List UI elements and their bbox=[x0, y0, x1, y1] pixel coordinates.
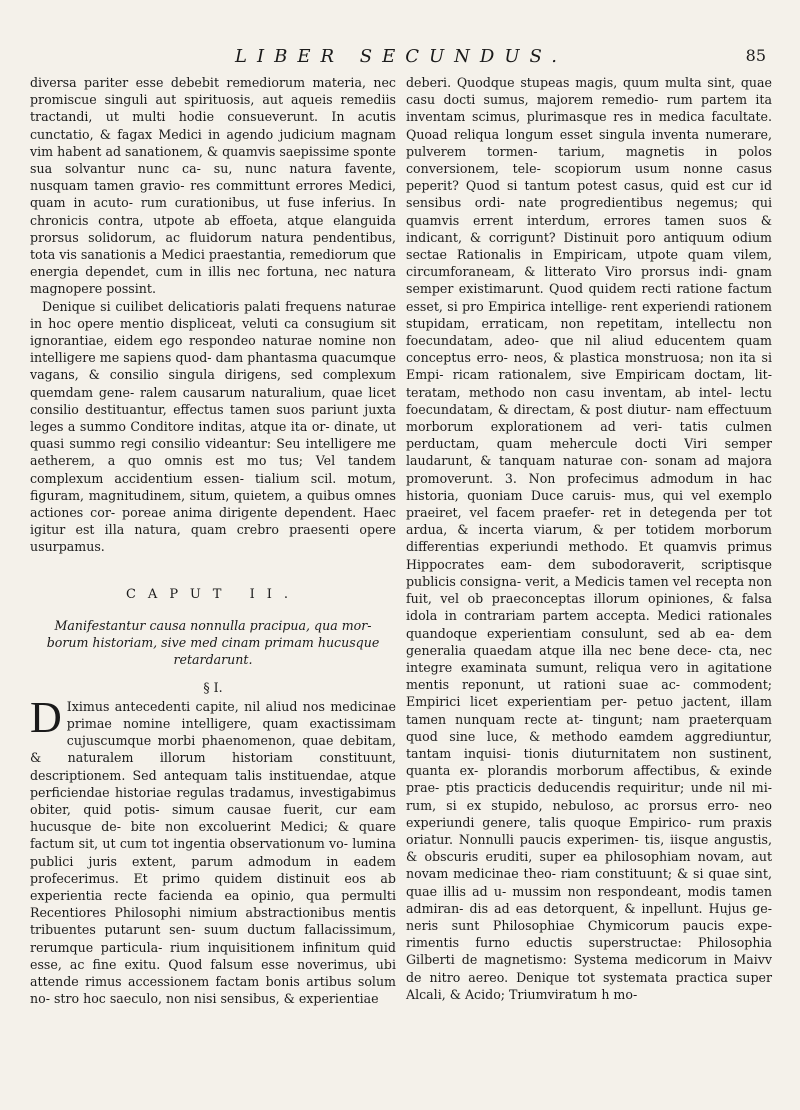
page-number: 85 bbox=[745, 46, 766, 65]
section-mark: § I. bbox=[203, 679, 223, 695]
paragraph: Denique si cuilibet delicatioris palati frequens naturae in hoc opere mentio displiceat, veluti ca consugium sit ignorantiae, eidem ego respondeo naturae nomine non intelligere me sapiens quod- dam phantasma quacumque vagans, & consilio singula dirigens, sed complexum quemdam gene- ralem causarum naturalium, quae licet consilio destituantur, effectus tamen suos pariunt juxta leges a summo Conditore inditas, atque ita or- dinate, ut quasi summo regi consilio videantur: Seu intelligere me aetherem, a quo omnis est mo tus; Vel tandem complexum accidentium essen- tialium scil. motum, figuram, magnitudinem, situm, quietem, a quibus omnes actiones cor- poreae anima dirigente dependent. Haec igitur est illa natura, quam crebro praesenti opere usurpamus. bbox=[30, 298, 396, 555]
running-head bbox=[30, 46, 772, 74]
paragraph bbox=[30, 692, 396, 1008]
right-column bbox=[406, 74, 772, 1003]
chapter-title: Manifestantur causa nonnulla pracipua, qua mor- borum historiam, sive med cinam primam hucusque retardarunt. bbox=[46, 617, 380, 668]
drop-cap: D bbox=[30, 692, 62, 742]
chapter-heading: CAPUT II. bbox=[125, 586, 300, 602]
paragraph: deberi. Quodque stupeas magis, quum multa sint, quae casu docti sumus, majorem remedio- rum partem ita inventam scimus, plurimasque res in medica facultate. Quoad reliqua longum esset singula inventa numerare, pulverem tormen- tarium, magnetis in polos conversionem, tele- scopiorum usum nonne casus peperit? Quod si tantum potest casus, quid est cur id sensibus ordi- nate progredientibus negemus; qui quamvis errent interdum, errores tamen suos & indicant, & corrigunt? Distinuit poro antiquum odium sectae Rationalis in Empiricam, utpote quam vilem, circumforaneam, & litterato Viro prorsus indi- gnam semper existimarunt. Quod quidem recti ratione factum esset, si pro Empirica intellige- rent experiendi rationem stupidam, erraticam, non repetitam, intellectu non foecundatam, adeo- que nil aliud educentem quam conceptus erro- neos, & plastica monstruosa; non ita si Empi- ricam rationalem, sive Empiricam doctam, lit- teratam, methodo non casu inventam, ab intel- lectu foecundatam, & directam, & post diutur- nam effectuum morborum explorationem ad veri- tatis culmen perductam, quam mehercule docti Viri semper laudarunt, & tanquam naturae con- sonam ad majora promoverunt. 3. Non profecimus admodum in hac historia, quoniam Duce caruis- mus, qui vel exemplo praeiret, vel facem praefer- ret in detegenda per tot ardua, & incerta viarum, & per totidem morborum differentias experiundi methodo. Et quamvis primus Hippocrates eam- dem subodoraverit, scriptisque publicis consigna- verit, a Medicis tamen vel recepta non fuit, vel ob praeconceptas illorum opiniones, & falsa idola in contrariam partem accepta. Medici rationales quandoque experientiam consulunt, sed ab ea- dem generalia quaedam atque illa nec bene dece- cta, nec integre examinata sumunt, reliqua vero in agitatione mentis reponunt, ut rationi suae ac- commodent; Empirici licet experientiam per- petuo jactent, illam tamen nunquam recte at- tingunt; nam praeterquam quod sine luce, & methodo eamdem aggrediuntur, tantam inquisi- tionis diuturnitatem non sustinent, quanta ex- plorandis morborum affectibus, & exinde prae- ptis practicis deducendis requiritur; unde nil mi- rum, si ex stupido, nebuloso, ac prorsus erro- neo experiundi genere, talis quoque Empirico- rum praxis oriatur. Nonnulli paucis experimen- tis, iisque angustis, & obscuris eruditi, super ea philosophiam novam, aut novam medicinae theo- riam constituunt; & si quae sint, quae illis ad u- mussim non respondeant, modis tamen admiran- dis ad eas detorquent, & inpellunt. Hujus ge- neris sunt Philosophiae Chymicorum paucis expe- rimentis furno eductis superstructae: Philosophia Gilberti de magnetismo: Systema medicorum in Maivv de nitro aereo. Denique tot systemata practica super Alcali, & Acido; Triumviratum h mo- bbox=[406, 75, 772, 1002]
left-column bbox=[30, 74, 396, 1007]
paragraph: diversa pariter esse debebit remediorum materia, nec promiscue singuli aut spirituosis, aut aqueis remediis tractandi, ut multi hodie consueverunt. In acutis cunctatio, & fagax Medici in agendo judicium magnam vim habent ad sanationem, & quamvis saepissime sponte sua solvantur nunc ca- su, nunc natura favente, nusquam tamen gravio- res committunt errores Medici, quam in acuto- rum curationibus, ut fuse inferius. In chronicis contra, utpote ab effoeta, atque elanguida prorsus solidorum, ac fluidorum natura pendentibus, tota vis sanationis a Medici praestantia, remediorum que energia dependet, cum in illis nec fortuna, nec natura magnopere possint. bbox=[30, 75, 396, 297]
running-head-title: LIBER SECUNDUS. bbox=[235, 46, 567, 67]
paragraph-text: Iximus antecedenti capite, nil aliud nos medicinae primae nomine intelligere, quam exactissimam cujuscumque morbi phaenomenon, quae debitam, & naturalem illorum historiam constituunt, descriptionem. Sed antequam talis instituendae, atque perficiendae historiae regulas tradamus, investigabimus obiter, quid potis- simum causae fuerit, cur eam hucusque de- bite non excoluerint Medici; & quare factum sit, ut cum tot ingentia observationum vo- lumina publici juris extent, parum admodum in eadem profecerimus. Et primo quidem distinuit eos ab experientia recte facienda ea opinio, qua permulti Recentiores Philosophi nimium abstractionibus mentis tribuentes putarunt sen- suum ductum fallacissimum, rerumque particula- rium inquisitionem infinitum quid esse, ac fine exitu. Quod falsum esse noverimus, ubi attende rimus accessionem factam bonis artibus solum no- stro hoc saeculo, non nisi sensibus, & experientiae bbox=[30, 698, 396, 1007]
text-columns bbox=[30, 74, 772, 1007]
